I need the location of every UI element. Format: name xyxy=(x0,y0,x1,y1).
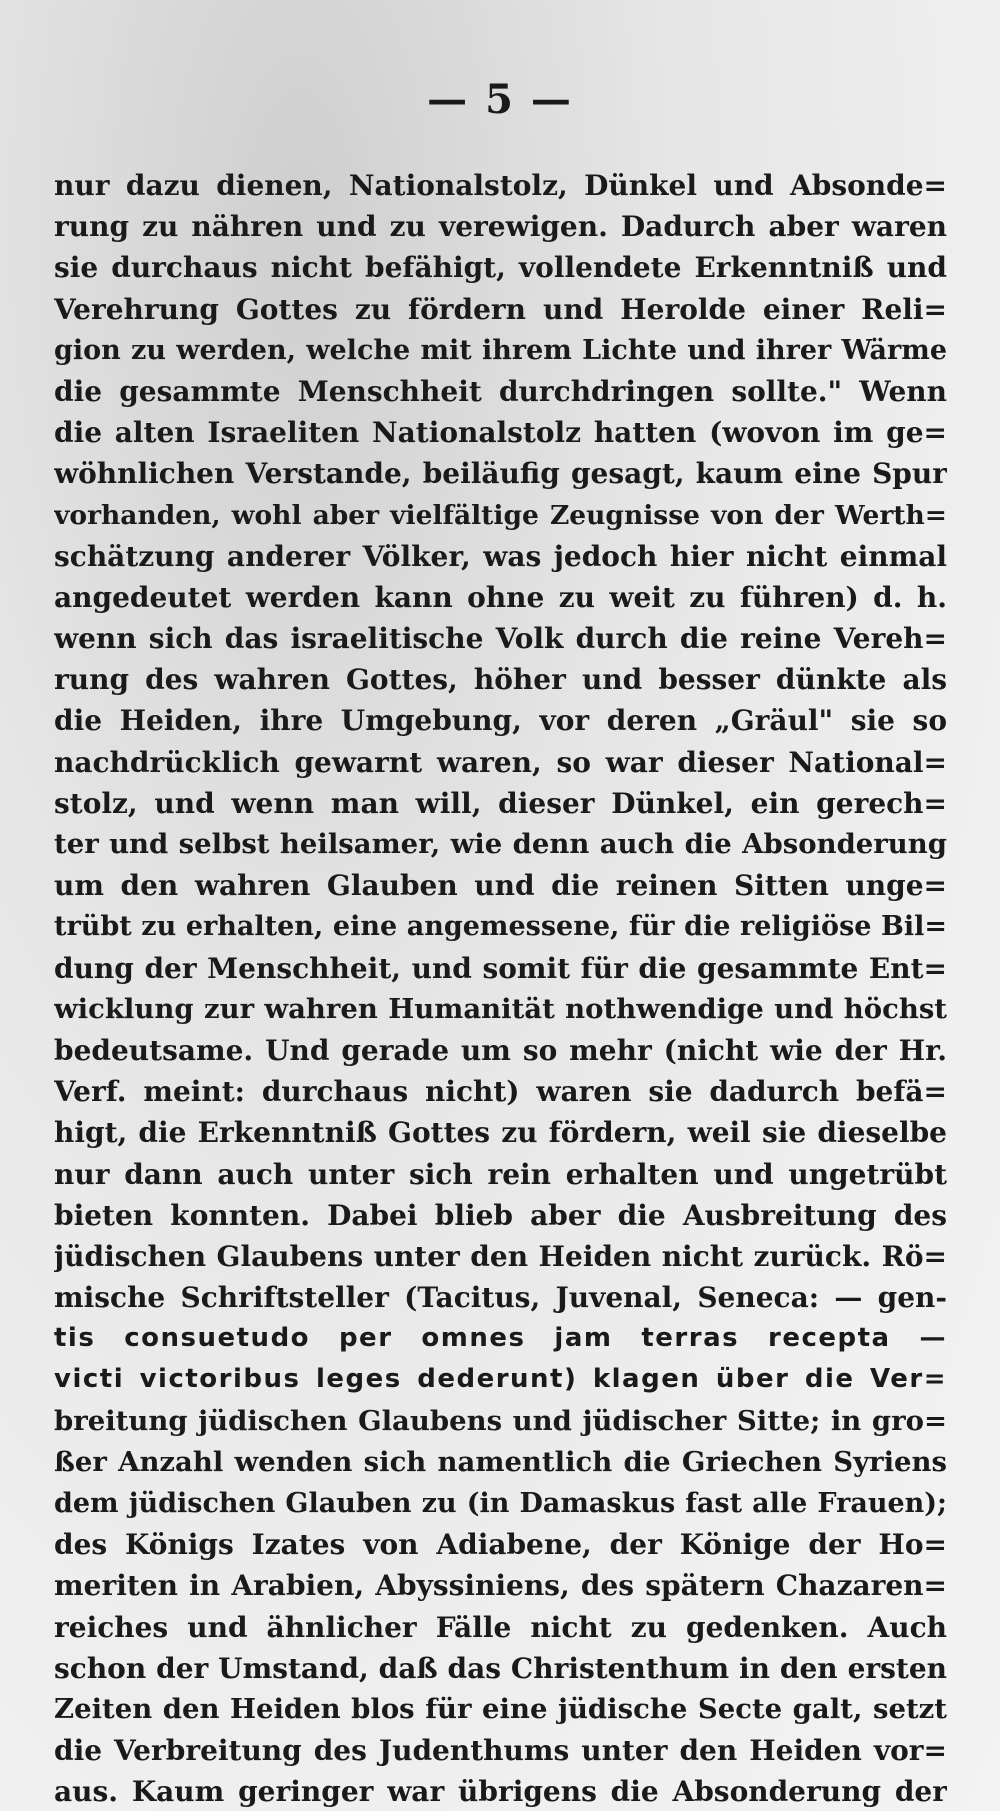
text-line: trübt zu erhalten, eine angemessene, für die religiöse Bil= xyxy=(54,911,947,943)
text-line: wenn sich das israelitische Volk durch die reine Vereh= xyxy=(54,622,947,656)
text-line: meriten in Arabien, Abyssiniens, des spätern Chazaren= xyxy=(54,1569,947,1603)
text-line: jüdischen Glaubens unter den Heiden nicht zurück. Rö= xyxy=(54,1239,947,1273)
text-line: rung des wahren Gottes, höher und besser dünkte als xyxy=(54,663,947,697)
text-line: sie durchaus nicht befähigt, vollendete Erkenntniß und xyxy=(54,251,947,285)
text-line: Zeiten den Heiden blos für eine jüdische Secte galt, setzt xyxy=(54,1692,947,1725)
text-line: higt, die Erkenntniß Gottes zu fördern, weil sie dieselbe xyxy=(54,1116,947,1150)
text-line: dung der Menschheit, und somit für die gesammte Ent= xyxy=(54,951,947,985)
text-line: Verehrung Gottes zu fördern und Herolde einer Reli= xyxy=(54,292,947,326)
text-line: nachdrücklich gewarnt waren, so war dieser National= xyxy=(54,745,947,779)
text-line: nur dann auch unter sich rein erhalten und ungetrübt xyxy=(54,1157,947,1191)
text-line: angedeutet werden kann ohne zu weit zu führen) d. h. xyxy=(54,580,947,614)
text-line: die Heiden, ihre Umgebung, vor deren „Gräul" sie so xyxy=(54,704,947,738)
text-line: Verf. meint: durchaus nicht) waren sie dadurch befä= xyxy=(54,1075,947,1109)
text-line: rung zu nähren und zu verewigen. Dadurch aber waren xyxy=(54,210,947,244)
text-line: ter und selbst heilsamer, wie denn auch die Absonderung xyxy=(54,828,947,860)
text-line: wöhnlichen Verstande, beiläufig gesagt, kaum eine Spur xyxy=(54,457,947,491)
text-line: tis consuetudo per omnes jam terras recepta — xyxy=(54,1323,947,1354)
text-line: die gesammte Menschheit durchdringen sollte." Wenn xyxy=(54,374,947,408)
text-line: die alten Israeliten Nationalstolz hatten (wovon im ge= xyxy=(54,416,947,450)
text-line: bieten konnten. Dabei blieb aber die Ausbreitung des xyxy=(54,1198,947,1232)
body-text xyxy=(54,165,947,1811)
text-line: dem jüdischen Glauben zu (in Damaskus fast alle Frauen); xyxy=(54,1488,947,1519)
text-line: die Verbreitung des Judenthums unter den Heiden vor= xyxy=(54,1734,947,1768)
text-line: gion zu werden, welche mit ihrem Lichte und ihrer Wärme xyxy=(54,334,947,366)
text-line: aus. Kaum geringer war übrigens die Absonderung der xyxy=(54,1775,947,1809)
text-line: stolz, und wenn man will, dieser Dünkel, ein gerech= xyxy=(54,786,947,820)
text-line: reiches und ähnlicher Fälle nicht zu gedenken. Auch xyxy=(54,1610,947,1644)
text-line: wicklung zur wahren Humanität nothwendige und höchst xyxy=(54,992,947,1025)
text-line: bedeutsame. Und gerade um so mehr (nicht wie der Hr. xyxy=(54,1033,947,1067)
text-line: ßer Anzahl wenden sich namentlich die Griechen Syriens xyxy=(54,1445,947,1478)
text-line: breitung jüdischen Glaubens und jüdischer Sitte; in gro= xyxy=(54,1404,947,1437)
text-line: victi victoribus leges dederunt) klagen über die Ver= xyxy=(54,1364,947,1395)
text-line: mische Schriftsteller (Tacitus, Juvenal, Seneca: — gen- xyxy=(54,1281,947,1315)
page-number: — 5 — xyxy=(427,76,573,123)
text-line: nur dazu dienen, Nationalstolz, Dünkel und Absonde= xyxy=(54,169,947,202)
text-line: des Königs Izates von Adiabene, der Könige der Ho= xyxy=(54,1528,947,1562)
text-line: schon der Umstand, daß das Christenthum in den ersten xyxy=(54,1651,947,1685)
text-line: schätzung anderer Völker, was jedoch hier nicht einmal xyxy=(54,539,947,573)
text-line: vorhanden, wohl aber vielfältige Zeugnisse von der Werth= xyxy=(54,499,947,531)
text-line: um den wahren Glauben und die reinen Sitten unge= xyxy=(54,869,947,903)
